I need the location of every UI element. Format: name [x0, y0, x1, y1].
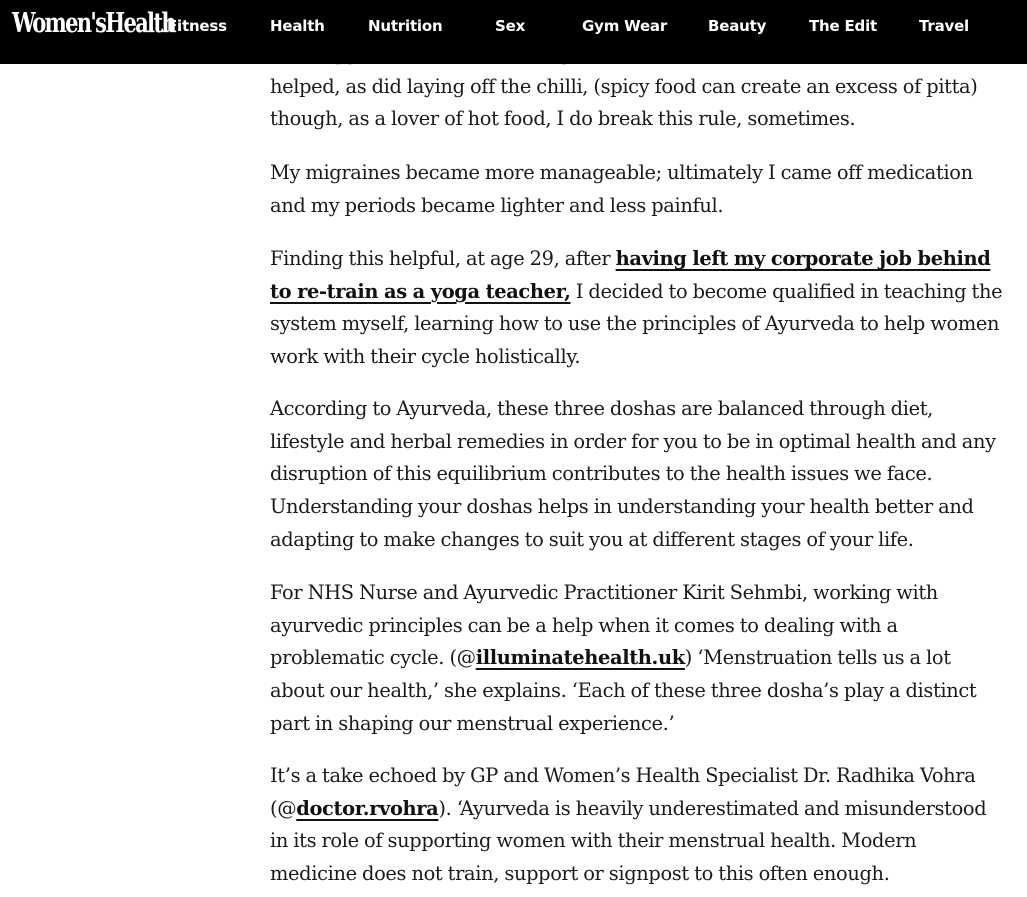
- nav-item-beauty[interactable]: Beauty: [708, 17, 767, 35]
- womens-health-logo[interactable]: Women'sHealth: [12, 8, 175, 39]
- nav-item-sex[interactable]: Sex: [495, 17, 526, 35]
- nav-item-health[interactable]: Health: [270, 17, 325, 35]
- article-paragraph: My migraines became more manageable; ultimately I came off medication and my periods became lighter and less painful.: [270, 161, 973, 217]
- paragraph-text: ) ‘Menstruation tells us a lot about our health,’ she explains. ‘Each of these three dosha’s play a distinct part in shaping our menstrual experience.’: [270, 646, 977, 735]
- article-paragraph: [270, 577, 1005, 741]
- yoga-teacher-article-link[interactable]: having left my corporate job behind to re-train as a yoga teacher,: [270, 247, 991, 303]
- nav-item-the-edit[interactable]: The Edit: [809, 17, 878, 35]
- paragraph-text: though, as a lover of hot food, I do break this rule, sometimes.: [270, 107, 856, 131]
- article-paragraph: [270, 243, 1005, 374]
- paragraph-text: Finding this helpful, at age 29, after: [270, 247, 616, 270]
- paragraph-text: helped, as did laying off the chilli, (spicy food can create an excess of pitta): [270, 74, 978, 98]
- doctor-rvohra-instagram-link[interactable]: doctor.rvohra: [296, 796, 439, 820]
- nav-item-travel[interactable]: Travel: [919, 17, 969, 35]
- article-paragraph: [270, 760, 1005, 891]
- article-paragraph: According to Ayurveda, these three doshas are balanced through diet, lifestyle and herbal remedies in order for you to be in optimal health and any disruption of this equilibrium contributes to the health issues we face. Understanding your doshas helps in understanding your health better and adapting to make changes to suit you at different stages of your life.: [270, 397, 996, 551]
- paragraph-text: It’s a take echoed by GP and Women’s Health Specialist Dr. Radhika Vohra (@: [270, 764, 976, 820]
- nav-item-gym-wear[interactable]: Gym Wear: [582, 17, 668, 35]
- illuminatehealth-instagram-link[interactable]: illuminatehealth.uk: [475, 646, 685, 670]
- paragraph-text: ). ‘Ayurveda is heavily underestimated and misunderstood in its role of supporting women with their menstrual health. Modern medicine does not train, support or signpost to this often enough.: [270, 796, 987, 886]
- nav-item-fitness[interactable]: Fitness: [167, 17, 227, 35]
- nav-item-nutrition[interactable]: Nutrition: [368, 17, 443, 35]
- paragraph-text: I decided to become qualified in teaching the system myself, learning how to use the principles of Ayurveda to help women work with their cycle holistically.: [270, 279, 1003, 369]
- top-navigation: [0, 0, 1027, 64]
- paragraph-text: For NHS Nurse and Ayurvedic Practitioner Kirit Sehmbi, working with ayurvedic principles can be a help when it comes to dealing with a problematic cycle. (@: [270, 581, 938, 670]
